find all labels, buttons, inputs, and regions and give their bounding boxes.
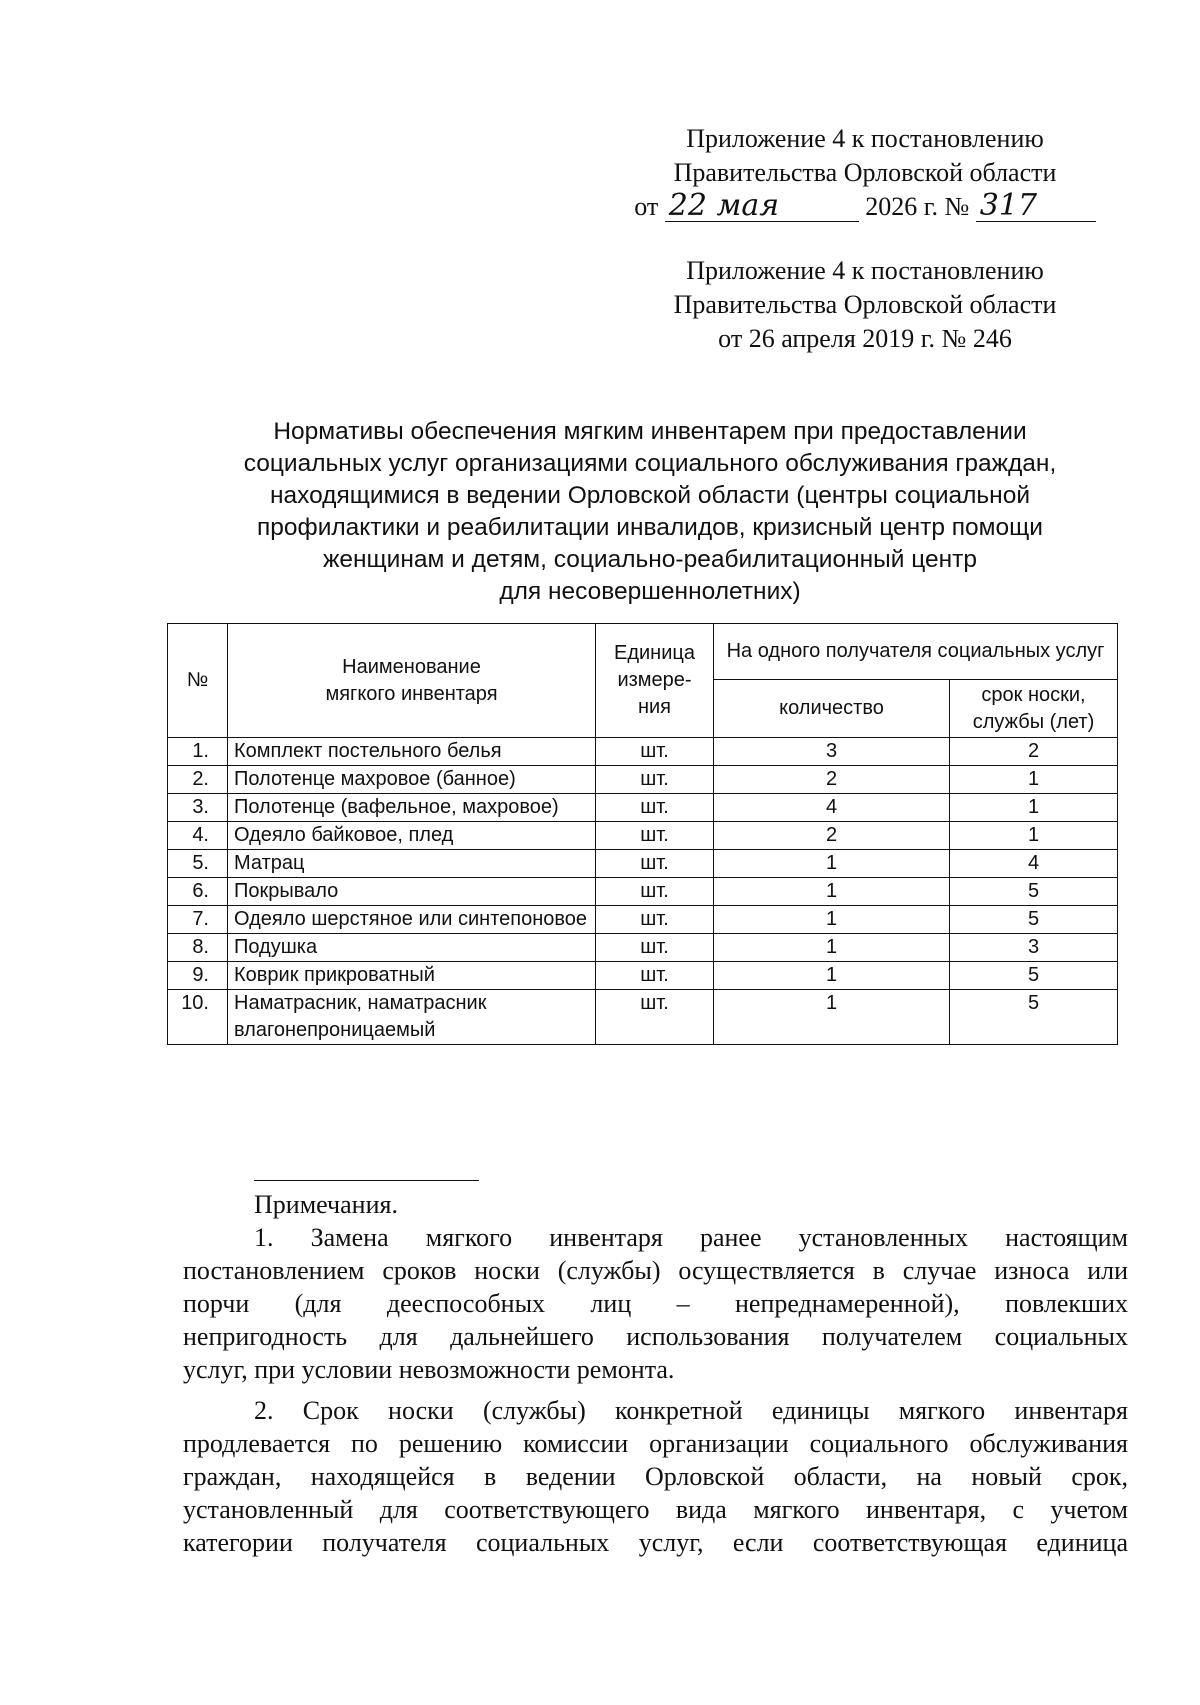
header-per-recipient: На одного получателя социальных услуг (714, 624, 1118, 680)
title-line: социальных услуг организациями социального обслуживания граждан, (243, 450, 1057, 477)
appendix-new-date-line (600, 190, 1130, 224)
row-name: Полотенце махровое (банное) (228, 766, 596, 794)
row-name: Подушка (228, 934, 596, 962)
row-quantity: 1 (714, 878, 950, 906)
row-term: 1 (950, 822, 1118, 850)
notes-section (183, 1188, 1128, 1559)
title-line: Нормативы обеспечения мягким инвентарем при предоставлении (273, 418, 1027, 445)
note-line: продлевается по решению комиссии организации социального обслуживания (183, 1429, 1128, 1458)
note-line: установленный для соответствующего вида мягкого инвентаря, с учетом (183, 1495, 1128, 1524)
row-quantity: 1 (714, 906, 950, 934)
document-title (200, 416, 1100, 608)
row-number: 7. (168, 906, 228, 934)
title-line: женщинам и детям, социально-реабилитационный центр (322, 546, 978, 573)
row-name: Полотенце (вафельное, махровое) (228, 794, 596, 822)
header-term-line1: срок носки, (981, 683, 1086, 706)
note-line: постановлением сроков носки (службы) осуществляется в случае износа или (183, 1256, 1128, 1285)
row-number: 9. (168, 962, 228, 990)
header-unit (596, 624, 714, 738)
row-number: 2. (168, 766, 228, 794)
handwritten-number: 317 (976, 191, 1096, 222)
title-line: профилактики и реабилитации инвалидов, кризисный центр помощи (257, 514, 1043, 541)
table-row (168, 962, 1118, 990)
header-num: № (168, 624, 228, 738)
row-quantity: 3 (714, 738, 950, 766)
row-number: 4. (168, 822, 228, 850)
norms-table (167, 623, 1118, 1045)
note-line: 1. Замена мягкого инвентаря ранее установленных настоящим (254, 1223, 1128, 1252)
row-number: 5. (168, 850, 228, 878)
table-row (168, 878, 1118, 906)
row-name: Наматрасник, наматрасник влагонепроницаемый (228, 990, 596, 1045)
note-line: граждан, находящейся в ведении Орловской области, на новый срок, (183, 1462, 1128, 1491)
row-term: 5 (950, 878, 1118, 906)
title-line: находящимися в ведении Орловской области (центры социальной (269, 482, 1031, 509)
appendix-header-new (600, 122, 1130, 224)
row-number: 6. (168, 878, 228, 906)
row-name: Матрац (228, 850, 596, 878)
handwritten-date: 22 мая (665, 191, 859, 222)
table-row (168, 766, 1118, 794)
row-term: 5 (950, 906, 1118, 934)
table-row (168, 794, 1118, 822)
header-term (950, 680, 1118, 738)
header-name-line1: Наименование (342, 655, 481, 678)
row-unit: шт. (596, 738, 714, 766)
row-unit: шт. (596, 962, 714, 990)
header-quantity: количество (714, 680, 950, 738)
row-quantity: 4 (714, 794, 950, 822)
notes-title: Примечания. (254, 1190, 398, 1219)
norms-table-body (168, 738, 1118, 1045)
row-term: 4 (950, 850, 1118, 878)
row-unit: шт. (596, 850, 714, 878)
row-unit: шт. (596, 878, 714, 906)
row-unit: шт. (596, 906, 714, 934)
header-term-line2: службы (лет) (972, 710, 1095, 733)
row-name: Комплект постельного белья (228, 738, 596, 766)
header-name-line2: мягкого инвентаря (325, 682, 498, 705)
note-line: непригодность для дальнейшего использования получателем социальных (183, 1322, 1128, 1351)
note-item-1 (183, 1221, 1128, 1386)
note-line: услуг, при условии невозможности ремонта. (183, 1355, 675, 1384)
row-number: 3. (168, 794, 228, 822)
row-name: Покрывало (228, 878, 596, 906)
row-quantity: 2 (714, 766, 950, 794)
table-row (168, 906, 1118, 934)
row-term: 5 (950, 962, 1118, 990)
row-unit: шт. (596, 766, 714, 794)
row-number: 10. (168, 990, 228, 1045)
appendix-old-line3: от 26 апреля 2019 г. № 246 (718, 324, 1012, 353)
row-name: Одеяло шерстяное или синтепоновое (228, 906, 596, 934)
title-line: для несовершеннолетних) (499, 578, 801, 605)
header-unit-line3: ния (637, 696, 672, 718)
row-number: 1. (168, 738, 228, 766)
row-quantity: 1 (714, 962, 950, 990)
table-row (168, 822, 1118, 850)
row-quantity: 2 (714, 822, 950, 850)
table-row (168, 738, 1118, 766)
header-unit-line1: Единица (614, 642, 695, 664)
row-quantity: 1 (714, 934, 950, 962)
note-line: порчи (для дееспособных лиц – непреднамеренной), повлекших (183, 1289, 1128, 1318)
row-term: 3 (950, 934, 1118, 962)
note-line: 2. Срок носки (службы) конкретной единицы мягкого инвентаря (254, 1396, 1128, 1425)
appendix-new-line2: Правительства Орловской области (673, 158, 1057, 187)
note-item-2 (183, 1394, 1128, 1559)
row-term: 2 (950, 738, 1118, 766)
appendix-old-line2: Правительства Орловской области (673, 290, 1057, 319)
date-prefix: от (634, 192, 659, 221)
row-number: 8. (168, 934, 228, 962)
row-name: Коврик прикроватный (228, 962, 596, 990)
row-term: 1 (950, 794, 1118, 822)
year-text: 2026 г. № (865, 192, 970, 221)
table-row (168, 934, 1118, 962)
row-unit: шт. (596, 990, 714, 1045)
appendix-header-old (600, 254, 1130, 356)
header-name (228, 624, 596, 738)
row-quantity: 1 (714, 850, 950, 878)
row-unit: шт. (596, 794, 714, 822)
row-name: Одеяло байковое, плед (228, 822, 596, 850)
appendix-old-line1: Приложение 4 к постановлению (686, 256, 1044, 285)
note-line: категории получателя социальных услуг, если соответствующая единица (183, 1528, 1128, 1557)
row-term: 1 (950, 766, 1118, 794)
row-quantity: 1 (714, 990, 950, 1045)
header-unit-line2: измере- (617, 669, 692, 691)
table-row (168, 990, 1118, 1045)
notes-separator (254, 1180, 479, 1181)
appendix-new-line1: Приложение 4 к постановлению (686, 124, 1044, 153)
row-unit: шт. (596, 822, 714, 850)
table-row (168, 850, 1118, 878)
row-term: 5 (950, 990, 1118, 1045)
row-unit: шт. (596, 934, 714, 962)
